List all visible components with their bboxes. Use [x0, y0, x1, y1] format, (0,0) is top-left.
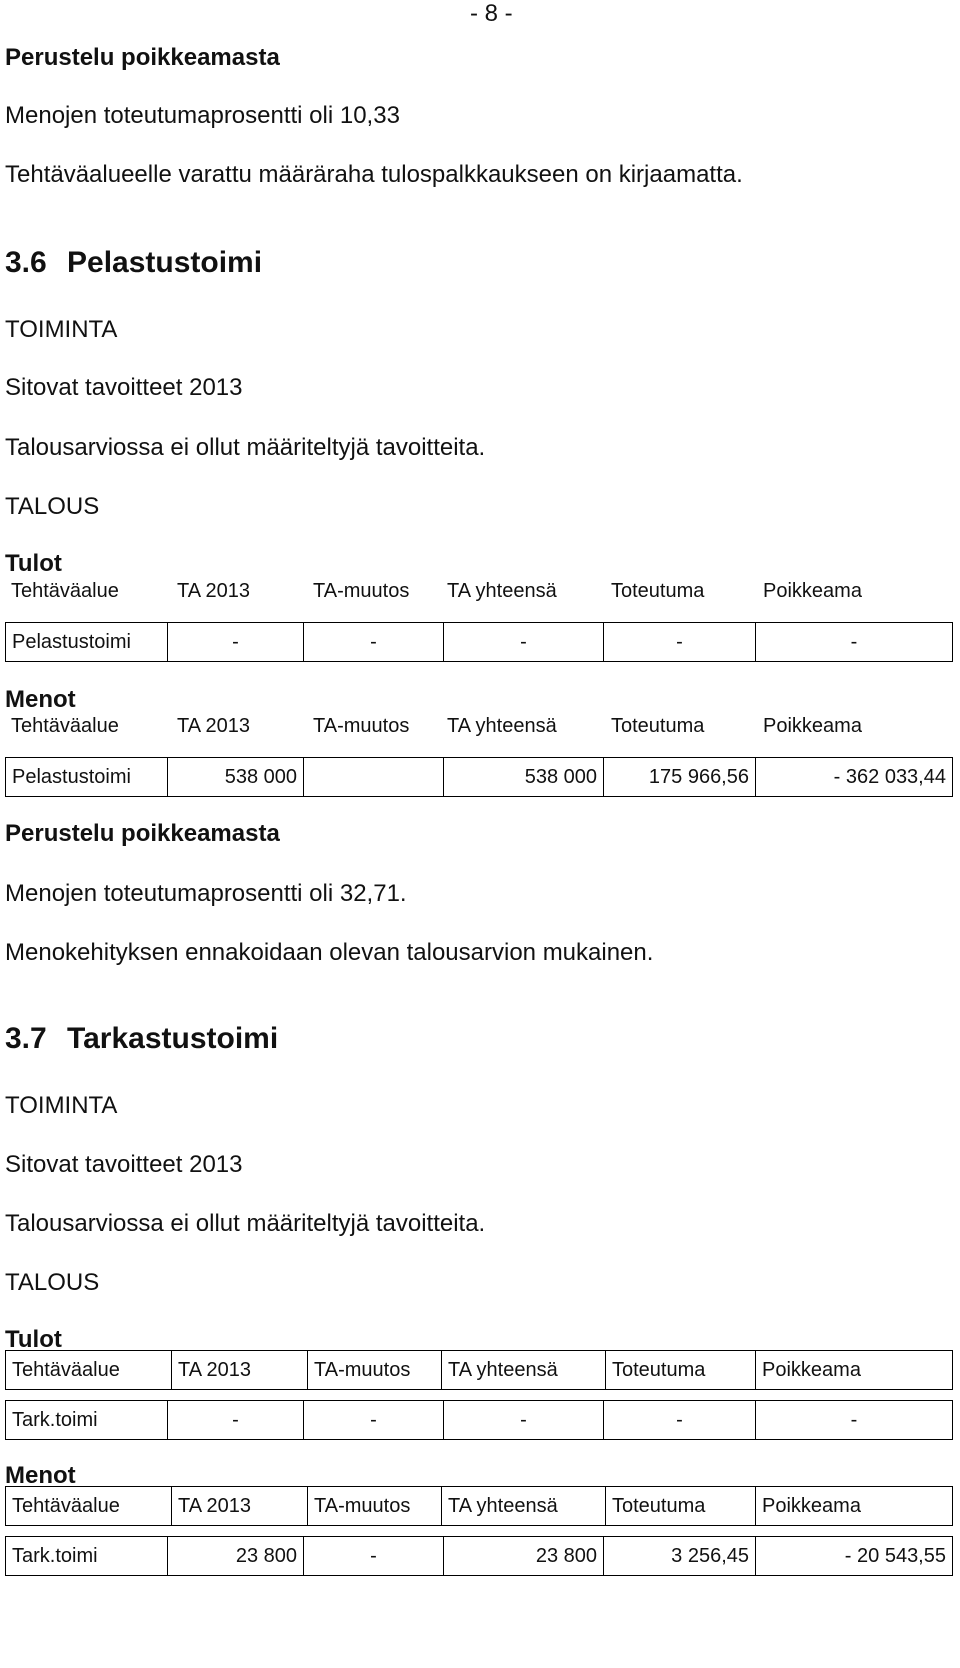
table-cell: -: [604, 1401, 756, 1439]
table-header-cell: TA 2013: [172, 1487, 308, 1525]
table-header-cell: Tehtäväalue: [6, 1487, 172, 1525]
table-cell: -: [850, 1409, 858, 1431]
table-cell: -: [850, 631, 858, 653]
table-cell: -: [304, 1401, 444, 1439]
table-cell: 23 800: [168, 1537, 304, 1575]
subheading-sitovat: Sitovat tavoitteet 2013: [5, 1151, 243, 1178]
table-header-cell: Toteutuma: [606, 1487, 756, 1525]
table-header-cell: Poikkeama: [762, 1359, 861, 1381]
table-header-row: [5, 572, 953, 612]
chapter-name: Pelastustoimi: [67, 246, 263, 279]
table-cell: - 20 543,55: [844, 1545, 946, 1567]
menot-table: [5, 707, 953, 797]
table-header-row: [5, 1350, 953, 1390]
chapter-title: [5, 1022, 278, 1056]
table-header-cell: Poikkeama: [763, 580, 862, 602]
table-header-cell: TA yhteensä: [447, 715, 557, 737]
chapter-title: [5, 246, 262, 280]
table-cell: - 362 033,44: [833, 766, 946, 788]
table-cell: -: [444, 1401, 604, 1439]
table-row: [5, 1536, 953, 1576]
table-header-cell: TA-muutos: [313, 715, 410, 737]
paragraph: Menokehityksen ennakoidaan olevan talousarvion mukainen.: [5, 939, 654, 966]
subheading-sitovat: Sitovat tavoitteet 2013: [5, 374, 243, 401]
menot-label: Menot: [5, 1462, 76, 1489]
table-cell: 538 000: [444, 758, 604, 796]
table-cell: Pelastustoimi: [6, 758, 168, 796]
table-header-cell: Tehtäväalue: [6, 1351, 172, 1389]
table-row: [5, 1400, 953, 1440]
table-header-cell: TA 2013: [172, 1351, 308, 1389]
table-cell: Pelastustoimi: [6, 623, 168, 661]
table-cell: 175 966,56: [604, 758, 756, 796]
table-header-cell: Poikkeama: [763, 715, 862, 737]
section-heading: Perustelu poikkeamasta: [5, 820, 280, 847]
table-cell: -: [304, 623, 444, 661]
page-number: - 8 -: [470, 0, 513, 27]
table-cell: 23 800: [444, 1537, 604, 1575]
table-header-cell: TA-muutos: [308, 1351, 442, 1389]
menot-table: [5, 1486, 953, 1576]
paragraph: Talousarviossa ei ollut määriteltyjä tavoitteita.: [5, 1210, 486, 1237]
table-header-cell: TA yhteensä: [442, 1487, 606, 1525]
table-cell: Tark.toimi: [6, 1401, 168, 1439]
chapter-number: 3.6: [5, 246, 47, 279]
table-header-row: [5, 1486, 953, 1526]
tulot-table: [5, 572, 953, 662]
table-header-cell: TA yhteensä: [442, 1351, 606, 1389]
table-cell: -: [604, 623, 756, 661]
subheading-talous: TALOUS: [5, 493, 100, 520]
table-row: [5, 757, 953, 797]
table-header-cell: TA-muutos: [313, 580, 410, 602]
table-header-cell: TA 2013: [177, 580, 251, 602]
table-header-cell: Toteutuma: [611, 580, 705, 602]
table-header-cell: Tehtäväalue: [11, 715, 119, 737]
table-header-cell: TA-muutos: [308, 1487, 442, 1525]
tulot-label: Tulot: [5, 1326, 62, 1353]
table-cell: -: [168, 1401, 304, 1439]
paragraph: Talousarviossa ei ollut määriteltyjä tavoitteita.: [5, 434, 486, 461]
table-header-cell: Tehtäväalue: [11, 580, 119, 602]
tulot-table: [5, 1350, 953, 1440]
section-heading: Perustelu poikkeamasta: [5, 44, 280, 71]
table-header-cell: TA yhteensä: [447, 580, 557, 602]
table-header-cell: TA 2013: [177, 715, 251, 737]
table-cell: [304, 758, 444, 796]
table-cell: 538 000: [168, 758, 304, 796]
menot-label: Menot: [5, 686, 76, 713]
chapter-name: Tarkastustoimi: [67, 1022, 279, 1055]
subheading-talous: TALOUS: [5, 1269, 100, 1296]
table-cell: -: [304, 1537, 444, 1575]
table-cell: -: [168, 623, 304, 661]
chapter-number: 3.7: [5, 1022, 47, 1055]
table-row: [5, 622, 953, 662]
table-header-cell: Poikkeama: [762, 1495, 861, 1517]
table-cell: 3 256,45: [604, 1537, 756, 1575]
paragraph: Menojen toteutumaprosentti oli 32,71.: [5, 880, 407, 907]
tulot-label: Tulot: [5, 550, 62, 577]
subheading-toiminta: TOIMINTA: [5, 1092, 118, 1119]
paragraph: Tehtäväalueelle varattu määräraha tulospalkkaukseen on kirjaamatta.: [5, 161, 743, 188]
table-header-row: [5, 707, 953, 747]
subheading-toiminta: TOIMINTA: [5, 316, 118, 343]
table-header-cell: Toteutuma: [606, 1351, 756, 1389]
table-cell: Tark.toimi: [6, 1537, 168, 1575]
table-header-cell: Toteutuma: [611, 715, 705, 737]
paragraph: Menojen toteutumaprosentti oli 10,33: [5, 102, 400, 129]
table-cell: -: [444, 623, 604, 661]
